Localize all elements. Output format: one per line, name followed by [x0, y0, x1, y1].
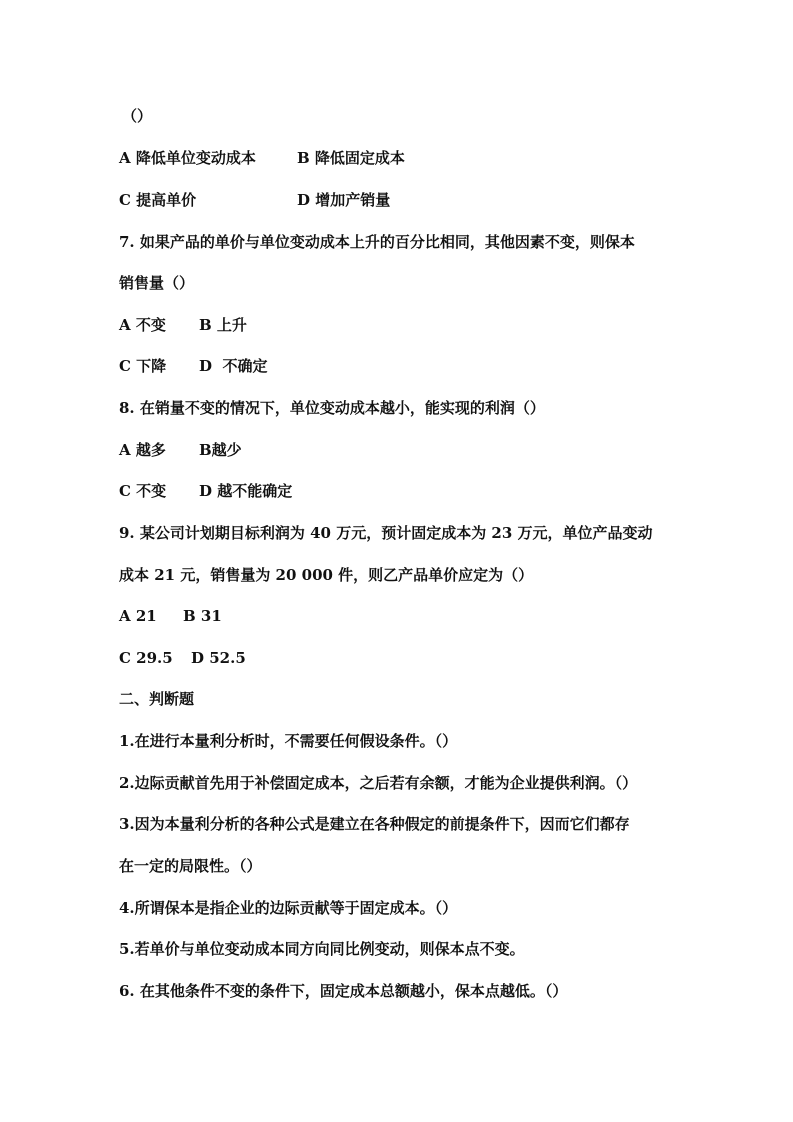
q6-option-a: A 降低单位变动成本: [119, 149, 256, 167]
q8-option-c: C 不变: [119, 482, 167, 500]
q6-option-d: D 增加产销量: [297, 191, 391, 209]
tf-item-2: 2.边际贡献首先用于补偿固定成本，之后若有余额，才能为企业提供利润。（）: [119, 774, 638, 792]
blank-answer-paren: （）: [122, 107, 153, 125]
q8-stem: 8. 在销量不变的情况下，单位变动成本越小，能实现的利润（）: [119, 399, 545, 417]
tf-item-4: 4.所谓保本是指企业的边际贡献等于固定成本。（）: [119, 899, 458, 917]
q9-stem-line1: 9. 某公司计划期目标利润为 40 万元，预计固定成本为 23 万元，单位产品变动: [119, 524, 653, 542]
q7-stem-line1: 7. 如果产品的单价与单位变动成本上升的百分比相同，其他因素不变，则保本: [119, 233, 635, 251]
q8-option-a: A 越多: [119, 441, 166, 459]
tf-item-5: 5.若单价与单位变动成本同方向同比例变动，则保本点不变。: [119, 940, 525, 958]
tf-item-3-line1: 3.因为本量利分析的各种公式是建立在各种假定的前提条件下，因而它们都存: [119, 815, 630, 833]
q7-stem-line2: 销售量（）: [119, 274, 195, 292]
section-title-judgment: 二、判断题: [119, 690, 195, 708]
tf-item-3-line2: 在一定的局限性。（）: [119, 857, 262, 875]
q9-option-b: B 31: [183, 607, 222, 625]
q7-option-b: B 上升: [199, 316, 247, 334]
q7-option-a: A 不变: [119, 316, 166, 334]
q6-option-b: B 降低固定成本: [297, 149, 405, 167]
q9-option-d: D 52.5: [191, 649, 246, 667]
q8-option-b: B越少: [199, 441, 242, 459]
q6-option-c: C 提高单价: [119, 191, 197, 209]
q9-option-a: A 21: [119, 607, 157, 625]
q7-option-c: C 下降: [119, 357, 167, 375]
q7-option-d: D 不确定: [199, 357, 268, 375]
tf-item-1: 1.在进行本量利分析时，不需要任何假设条件。（）: [119, 732, 458, 750]
q8-option-d: D 越不能确定: [199, 482, 293, 500]
q9-stem-line2: 成本 21 元，销售量为 20 000 件，则乙产品单价应定为（）: [119, 566, 534, 584]
q9-option-c: C 29.5: [119, 649, 173, 667]
tf-item-6: 6. 在其他条件不变的条件下，固定成本总额越小，保本点越低。（）: [119, 982, 568, 1000]
